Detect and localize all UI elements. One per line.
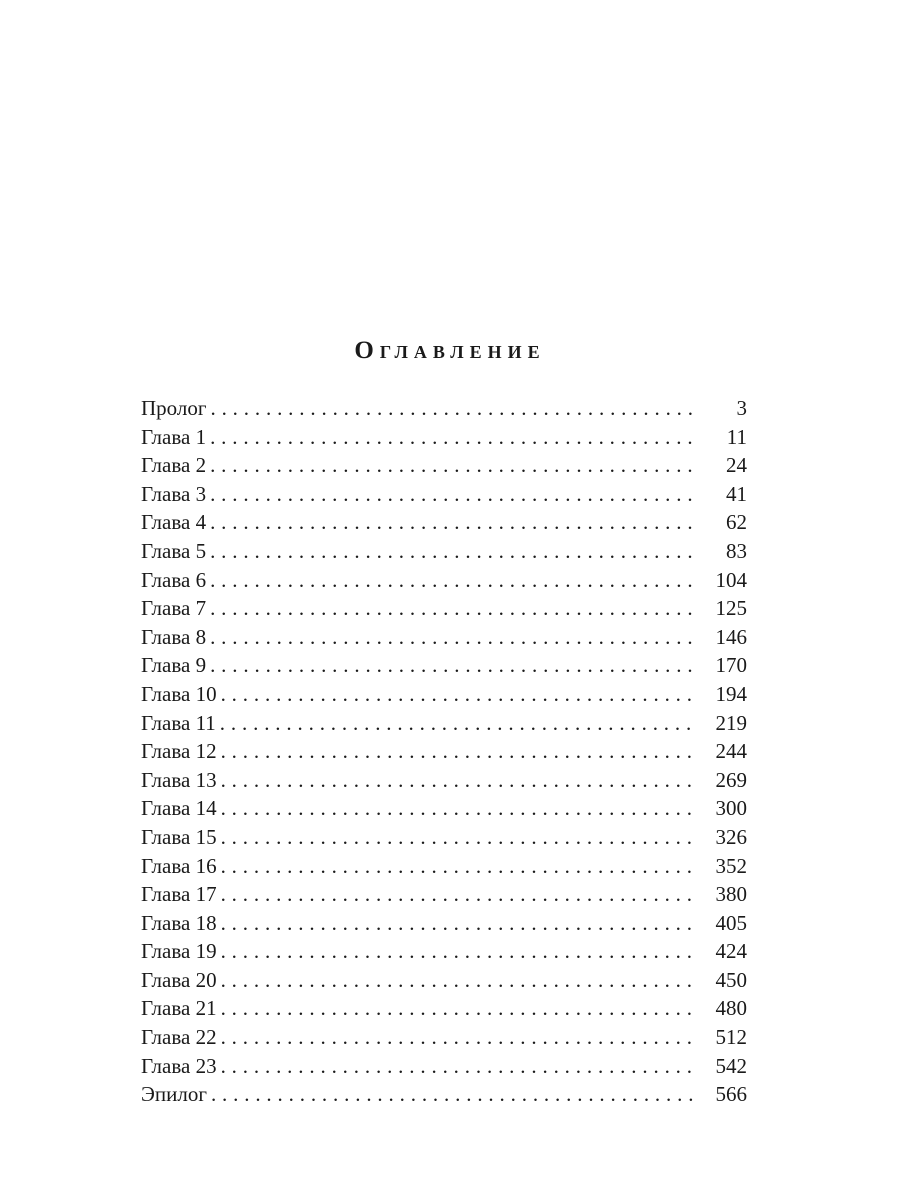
toc-entry	[141, 651, 747, 680]
toc-entry	[141, 966, 747, 995]
toc-leader-dots	[221, 737, 695, 766]
toc-entry-label: Глава 8	[141, 624, 207, 649]
toc-entry-label: Глава 6	[141, 567, 207, 592]
toc-entry	[141, 680, 747, 709]
toc-entry	[141, 566, 747, 595]
toc-leader-dots	[210, 651, 695, 680]
toc-leader-dots	[210, 508, 695, 537]
toc-entry-page-number: 566	[715, 1082, 747, 1107]
toc-entry-page-number: 300	[715, 796, 747, 821]
toc-entry-label: Глава 14	[141, 796, 217, 821]
toc-leader-dots	[221, 966, 695, 995]
toc-entry-page-number: 41	[726, 481, 747, 506]
toc-entry	[141, 937, 747, 966]
toc-entry-page-number: 24	[726, 453, 747, 478]
toc-leader-dots	[221, 1052, 695, 1081]
toc-entry-page-number: 11	[726, 424, 747, 449]
toc-entry-page-number: 380	[715, 882, 747, 907]
toc-entry-page-number: 542	[715, 1053, 747, 1078]
toc-entry-page-number: 125	[715, 596, 747, 621]
toc-entry-page-number: 512	[715, 1025, 747, 1050]
toc-entry-label: Глава 12	[141, 739, 217, 764]
toc-entry-page-number: 83	[726, 538, 747, 563]
toc-entry	[141, 737, 747, 766]
toc-entry	[141, 909, 747, 938]
toc-leader-dots	[210, 451, 695, 480]
toc-entry	[141, 451, 747, 480]
toc-entry-label: Глава 3	[141, 481, 207, 506]
toc-entry-page-number: 269	[715, 767, 747, 792]
toc-entry-page-number: 62	[726, 510, 747, 535]
toc-entry-page-number: 170	[715, 653, 747, 678]
toc-entry-label: Глава 10	[141, 681, 217, 706]
toc-entry	[141, 508, 747, 537]
toc-entry	[141, 480, 747, 509]
toc-entry	[141, 766, 747, 795]
toc-entry-page-number: 326	[715, 824, 747, 849]
toc-leader-dots	[221, 909, 695, 938]
toc-entry-page-number: 146	[715, 624, 747, 649]
toc-entry	[141, 709, 747, 738]
toc-entry	[141, 1052, 747, 1081]
toc-entry-label: Глава 17	[141, 882, 217, 907]
toc-entry	[141, 823, 747, 852]
toc-entry	[141, 537, 747, 566]
toc-leader-dots	[210, 394, 695, 423]
toc-entry-label: Глава 15	[141, 824, 217, 849]
toc-entry-label: Глава 11	[141, 710, 216, 735]
toc-entry-label: Глава 16	[141, 853, 217, 878]
toc-leader-dots	[221, 994, 695, 1023]
toc-entry-label: Эпилог	[141, 1082, 207, 1107]
toc-entry-label: Глава 5	[141, 538, 207, 563]
toc-entry	[141, 594, 747, 623]
toc-leader-dots	[221, 937, 695, 966]
toc-leader-dots	[221, 794, 695, 823]
toc-entry	[141, 852, 747, 881]
toc-leader-dots	[221, 680, 695, 709]
toc-entry-label: Глава 7	[141, 596, 207, 621]
toc-leader-dots	[210, 566, 695, 595]
toc-entry-page-number: 450	[715, 967, 747, 992]
toc-entry	[141, 1080, 747, 1109]
toc-entry-label: Глава 9	[141, 653, 207, 678]
toc-entry-label: Пролог	[141, 396, 207, 420]
toc-leader-dots	[221, 766, 695, 795]
toc-entry-label: Глава 20	[141, 967, 217, 992]
toc-leader-dots	[221, 852, 695, 881]
toc-entry-label: Глава 22	[141, 1025, 217, 1050]
toc-leader-dots	[210, 537, 695, 566]
toc-entry	[141, 794, 747, 823]
toc-entry	[141, 994, 747, 1023]
toc-leader-dots	[210, 480, 695, 509]
page-title: Оглавление	[354, 337, 546, 364]
toc-entry	[141, 1023, 747, 1052]
toc-entry-page-number: 405	[715, 910, 747, 935]
toc-leader-dots	[221, 880, 695, 909]
toc-entry-label: Глава 4	[141, 510, 207, 535]
toc-leader-dots	[210, 623, 695, 652]
table-of-contents	[141, 394, 747, 1109]
toc-entry-page-number: 244	[715, 739, 747, 764]
toc-entry-page-number: 104	[715, 567, 747, 592]
toc-leader-dots	[211, 1080, 695, 1109]
toc-entry	[141, 880, 747, 909]
toc-entry-page-number: 480	[715, 996, 747, 1021]
toc-leader-dots	[210, 423, 695, 452]
toc-entry	[141, 423, 747, 452]
toc-entry-page-number: 194	[715, 681, 747, 706]
toc-leader-dots	[210, 594, 695, 623]
toc-entry-page-number: 424	[715, 939, 747, 964]
toc-entry-page-number: 219	[715, 710, 747, 735]
toc-entry	[141, 394, 747, 423]
toc-entry-page-number: 3	[736, 396, 747, 420]
toc-entry-label: Глава 2	[141, 453, 207, 478]
toc-leader-dots	[221, 1023, 695, 1052]
toc-entry-label: Глава 1	[141, 424, 207, 449]
toc-entry-label: Глава 13	[141, 767, 217, 792]
toc-leader-dots	[220, 709, 695, 738]
toc-entry-page-number: 352	[715, 853, 747, 878]
toc-entry-label: Глава 23	[141, 1053, 217, 1078]
toc-entry-label: Глава 18	[141, 910, 217, 935]
toc-entry-label: Глава 19	[141, 939, 217, 964]
toc-entry-label: Глава 21	[141, 996, 217, 1021]
toc-entry	[141, 623, 747, 652]
toc-leader-dots	[221, 823, 695, 852]
